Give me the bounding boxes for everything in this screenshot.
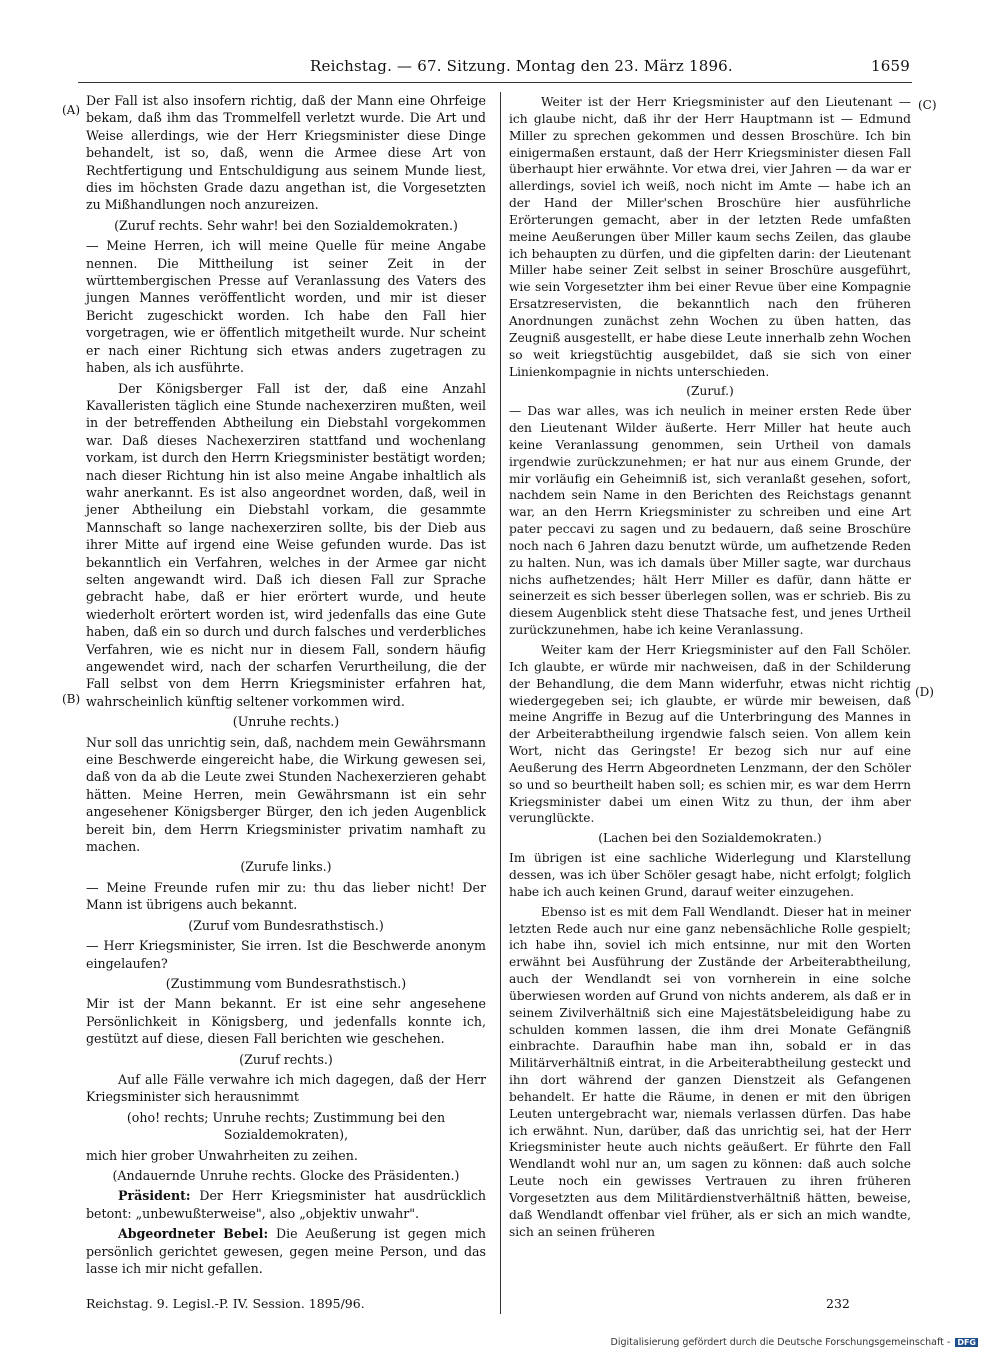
interjection: (Lachen bei den Sozialdemokraten.) [598, 831, 822, 846]
footer-page-code: 232 [826, 1296, 850, 1311]
footer-session: Reichstag. 9. Legisl.-P. IV. Session. 1895/96. [86, 1296, 365, 1311]
paragraph: — Herr Kriegsminister, Sie irren. Ist die Beschwerde anonym eingelaufen? [86, 938, 486, 971]
paragraph: Ebenso ist es mit dem Fall Wendlandt. Dieser hat in meiner letzten Rede auch nur eine ganz nebensächliche Rolle gespielt; ich habe ihn, soviel ich mich entsinne, nur mit den Worten erwähnt bei Ausführung der Zustände der Arbeiterabtheilung, auch der Wendlandt sei von vornherein in eine solche überwiesen worden auf Grund von nichts anderem, als daß er in seinem Zivilverhältniß sich eine Majestätsbeleidigung habe zu schulden kommen lassen, die ihm drei Monate Gefängniß einbrachte. Daraufhin habe man ihn, sobald er in das Militärverhältniß eintrat, in die Arbeiterabtheilung gesteckt und ihn dort während der ganzen Dienstzeit als Gefangenen behandelt. Er hatte die Räume, in denen er mit den übrigen Leuten untergebracht war, niemals verlassen dürfen. Das habe ich erwähnt. Nun, darüber, daß das unrichtig sei, hat der Herr Kriegsminister heute auch nichts geäußert. Er führte den Fall Wendlandt wohl nur an, um sagen zu können: daß auch solche Leute noch ein gewisses Vertrauen zu ihren früheren Vorgesetzten aus dem Militärdienstverhältniß hätten, beweise, daß Wendlandt offenbar viel früher, als er sich an mich wandte, sich an seinen früheren [509, 904, 911, 1239]
right-column [509, 94, 911, 1244]
paragraph: Weiter ist der Herr Kriegsminister auf den Lieutenant — ich glaube nicht, daß ihr der Herr Hauptmann ist — Edmund Miller zu sprechen gekommen und dessen Broschüre. Ich bin einigermaßen erstaunt, daß der Herr Kriegsminister diesen Fall überhaupt hier erwähnte. Vor etwa drei, vier Jahren — da war er allerdings, soviel ich weiß, noch nicht im Amte — habe ich an der Hand der Miller'schen Broschüre hier ausführliche Erörterungen gemacht, aber in der letzten Rede umfaßten meine Aeußerungen über Miller kaum sechs Zeilen, das glaube ich behaupten zu dürfen, und die gipfelten darin: der Lieutenant Miller habe seiner Zeit selbst in seiner Broschüre ausgeführt, wie sein Vorgesetzter ihm bei einer Revue über eine Kompagnie Ersatzreservisten, die bekanntlich nach den früheren Anordnungen zunächst zehn Wochen zu üben hatten, das Zeugniß ausgestellt, er habe diese Leute innerhalb zehn Wochen so weit kriegstüchtig ausgebildet, daß sie sich von einer Linienkompagnie in nichts unterschieden. [509, 95, 911, 379]
interjection: (Zuruf rechts. Sehr wahr! bei den Sozialdemokraten.) [114, 217, 458, 233]
left-column [86, 92, 486, 1280]
paragraph: mich hier grober Unwahrheiten zu zeihen. [86, 1147, 358, 1163]
paragraph: Der Königsberger Fall ist der, daß eine Anzahl Kavalleristen täglich eine Stunde nachexerziren mußten, weil in der betreffenden Abtheilung ein Diebstahl vorgekommen war. Daß dieses Nachexerziren stattfand und wochenlang vorkam, ist durch den Herrn Kriegsminister bestätigt worden; nach dieser Richtung hin ist also meine Angabe inhaltlich als wahr anerkannt. Es ist also angeordnet worden, daß, weil in jener Abtheilung ein Diebstahl vorkam, die gesammte Mannschaft so lange nachexerziren sollte, bis der Dieb aus ihrer Mitte auf irgend eine Weise gefunden wurde. Das ist bekanntlich ein Verfahren, welches in der Armee gar nicht selten angewandt wird. Daß ich diesen Fall zur Sprache gebracht habe, daß er hier erörtert wurde, und heute wiederholt erörtert worden ist, wird jedenfalls das eine Gute haben, daß ein so durch und durch falsches und verderbliches Verfahren, wie es nicht nur in diesem Fall, sondern häufig angewendet wird, nach der scharfen Verurtheilung, die der Fall selbst von dem Herrn Kriegsminister erfahren hat, wahrscheinlich künftig seltener vorkommen wird. [86, 380, 486, 709]
header-rule [78, 82, 912, 83]
interjection: (Andauernde Unruhe rechts. Glocke des Präsidenten.) [112, 1167, 460, 1183]
paragraph: — Das war alles, was ich neulich in meiner ersten Rede über den Lieutenant Wilder äußerte. Herr Miller hat heute auch keine Veranlassung genommen, sein Urtheil von damals irgendwie zurückzunehmen; er hat nur aus einem Grunde, der mir vorläufig ein Geheimniß ist, sich veranlaßt gesehen, sofort, nachdem sein Name in den Berichten des Reichstags genannt war, an den Herrn Kriegsminister zu schreiben und eine Art pater peccavi zu sagen und zu bedauern, daß seine Broschüre noch nach 6 Jahren dazu benutzt würde, um aufhetzende Reden zu halten. Nun, was ich damals über Miller sagte, war durchaus nichs aufhetzendes; hält Herr Miller es dafür, dann hätte er seinerzeit es sich besser überlegen sollen, was er schrieb. Bis zu diesem Augenblick steht diese Thatsache fest, und jenes Urtheil zurückzunehmen, habe ich keine Veranlassung. [509, 404, 911, 638]
margin-marker-c: (C) [918, 98, 937, 112]
column-divider [500, 92, 501, 1314]
paragraph: Nur soll das unrichtig sein, daß, nachdem mein Gewährsmann eine Beschwerde eingereicht habe, die Wirkung gewesen sei, daß von da ab die Leute zwei Stunden Nachexerzieren gehabt hätten. Meine Herren, mein Gewährsmann ist ein sehr angesehener Königsberger Bürger, den ich jeden Augenblick bereit bin, dem Herrn Kriegsminister privatim namhaft zu machen. [86, 734, 486, 855]
interjection: (Unruhe rechts.) [232, 714, 340, 730]
paragraph: Im übrigen ist eine sachliche Widerlegung und Klarstellung dessen, was ich über Schöler gesagt habe, nicht erfolgt; folglich habe ich auch keinen Grund, darauf weiter einzugehen. [509, 851, 911, 899]
speech-text: Der Herr Kriegsminister hat ausdrücklich betont: „unbewußterweise", also „objektiv unwahr". [86, 1188, 486, 1221]
interjection: (Zustimmung vom Bundesrathstisch.) [165, 975, 407, 991]
speech-text: Die Aeußerung ist gegen mich persönlich gerichtet gewesen, gegen meine Person, und das lasse ich mir nicht gefallen. [86, 1226, 486, 1276]
interjection: (Zuruf.) [686, 384, 734, 399]
paragraph: Der Fall ist also insofern richtig, daß der Mann eine Ohrfeige bekam, daß ihm das Trommelfell verletzt wurde. Die Art und Weise allerdings, wie der Herr Kriegsminister diese Dinge behandelt, ist so, daß, wenn die Armee diese Art von Rechtfertigung und Entschuldigung aus seinem Munde liest, dies im höchsten Grade dazu angethan ist, die Vorgesetzten zu Mißhandlungen noch anzureizen. [86, 93, 486, 213]
paragraph: — Meine Freunde rufen mir zu: thu das lieber nicht! Der Mann ist übrigens auch bekannt. [86, 879, 486, 913]
dfg-credit [611, 1337, 978, 1348]
dfg-logo: DFG [957, 1338, 976, 1347]
margin-marker-a: (A) [62, 103, 81, 117]
page-header [90, 57, 910, 81]
paragraph: — Meine Herren, ich will meine Quelle für meine Angabe nennen. Die Mittheilung ist seiner Zeit in der württembergischen Presse auf Veranlassung des Vaters des jungen Mannes veröffentlicht worden, und mir ist dieser Bericht zugeschickt worden. Ich habe den Fall hier vorgetragen, wie er öffentlich mitgetheilt wurde. Nur scheint er nach einer Richtung sich etwas anders zugetragen zu haben, als ich ausführte. [86, 238, 486, 376]
paragraph [86, 1225, 486, 1277]
interjection: (oho! rechts; Unruhe rechts; Zustimmung bei den Sozialdemokraten), [126, 1109, 446, 1143]
margin-marker-d: (D) [915, 685, 934, 699]
dfg-credit-text: Digitalisierung gefördert durch die Deutsche Forschungsgemeinschaft - [610, 1337, 951, 1348]
speaker-name: Präsident: [118, 1188, 191, 1204]
speaker-name: Abgeordneter Bebel: [118, 1226, 269, 1242]
paragraph [86, 1187, 486, 1222]
paragraph: Auf alle Fälle verwahre ich mich dagegen, daß der Herr Kriegsminister sich herausnimmt [86, 1071, 486, 1105]
interjection: (Zurufe links.) [240, 859, 332, 875]
interjection: (Zuruf vom Bundesrathstisch.) [188, 917, 384, 933]
paragraph: Mir ist der Mann bekannt. Er ist eine sehr angesehene Persönlichkeit in Königsberg, und jedenfalls konnte ich, gestützt auf diese, diesen Fall berichten wie geschehen. [86, 996, 486, 1047]
interjection: (Zuruf rechts.) [239, 1051, 333, 1067]
paragraph: Weiter kam der Herr Kriegsminister auf den Fall Schöler. Ich glaubte, er würde mir nachweisen, daß in der Schilderung der Behandlung, die dem Mann widerfuhr, etwas nicht richtig wiedergegeben sei; ich glaubte, er würde mir beweisen, daß meine Angriffe in Bezug auf die Unterbringung des Mannes in der Arbeiterabtheilung irgendwie falsch seien. Von allem kein Wort, nicht das Geringste! Er bezog sich nur auf eine Aeußerung des Herrn Abgeordneten Lenzmann, der den Schöler so und so beurtheilt haben soll; es schien mir, es war dem Herrn Kriegsminister dabei um einen Witz zu thun, der ihm aber verunglückte. [509, 643, 911, 826]
margin-marker-b: (B) [62, 692, 81, 706]
page-number: 1659 [871, 57, 910, 75]
running-title: Reichstag. — 67. Sitzung. Montag den 23. März 1896. [310, 57, 733, 75]
